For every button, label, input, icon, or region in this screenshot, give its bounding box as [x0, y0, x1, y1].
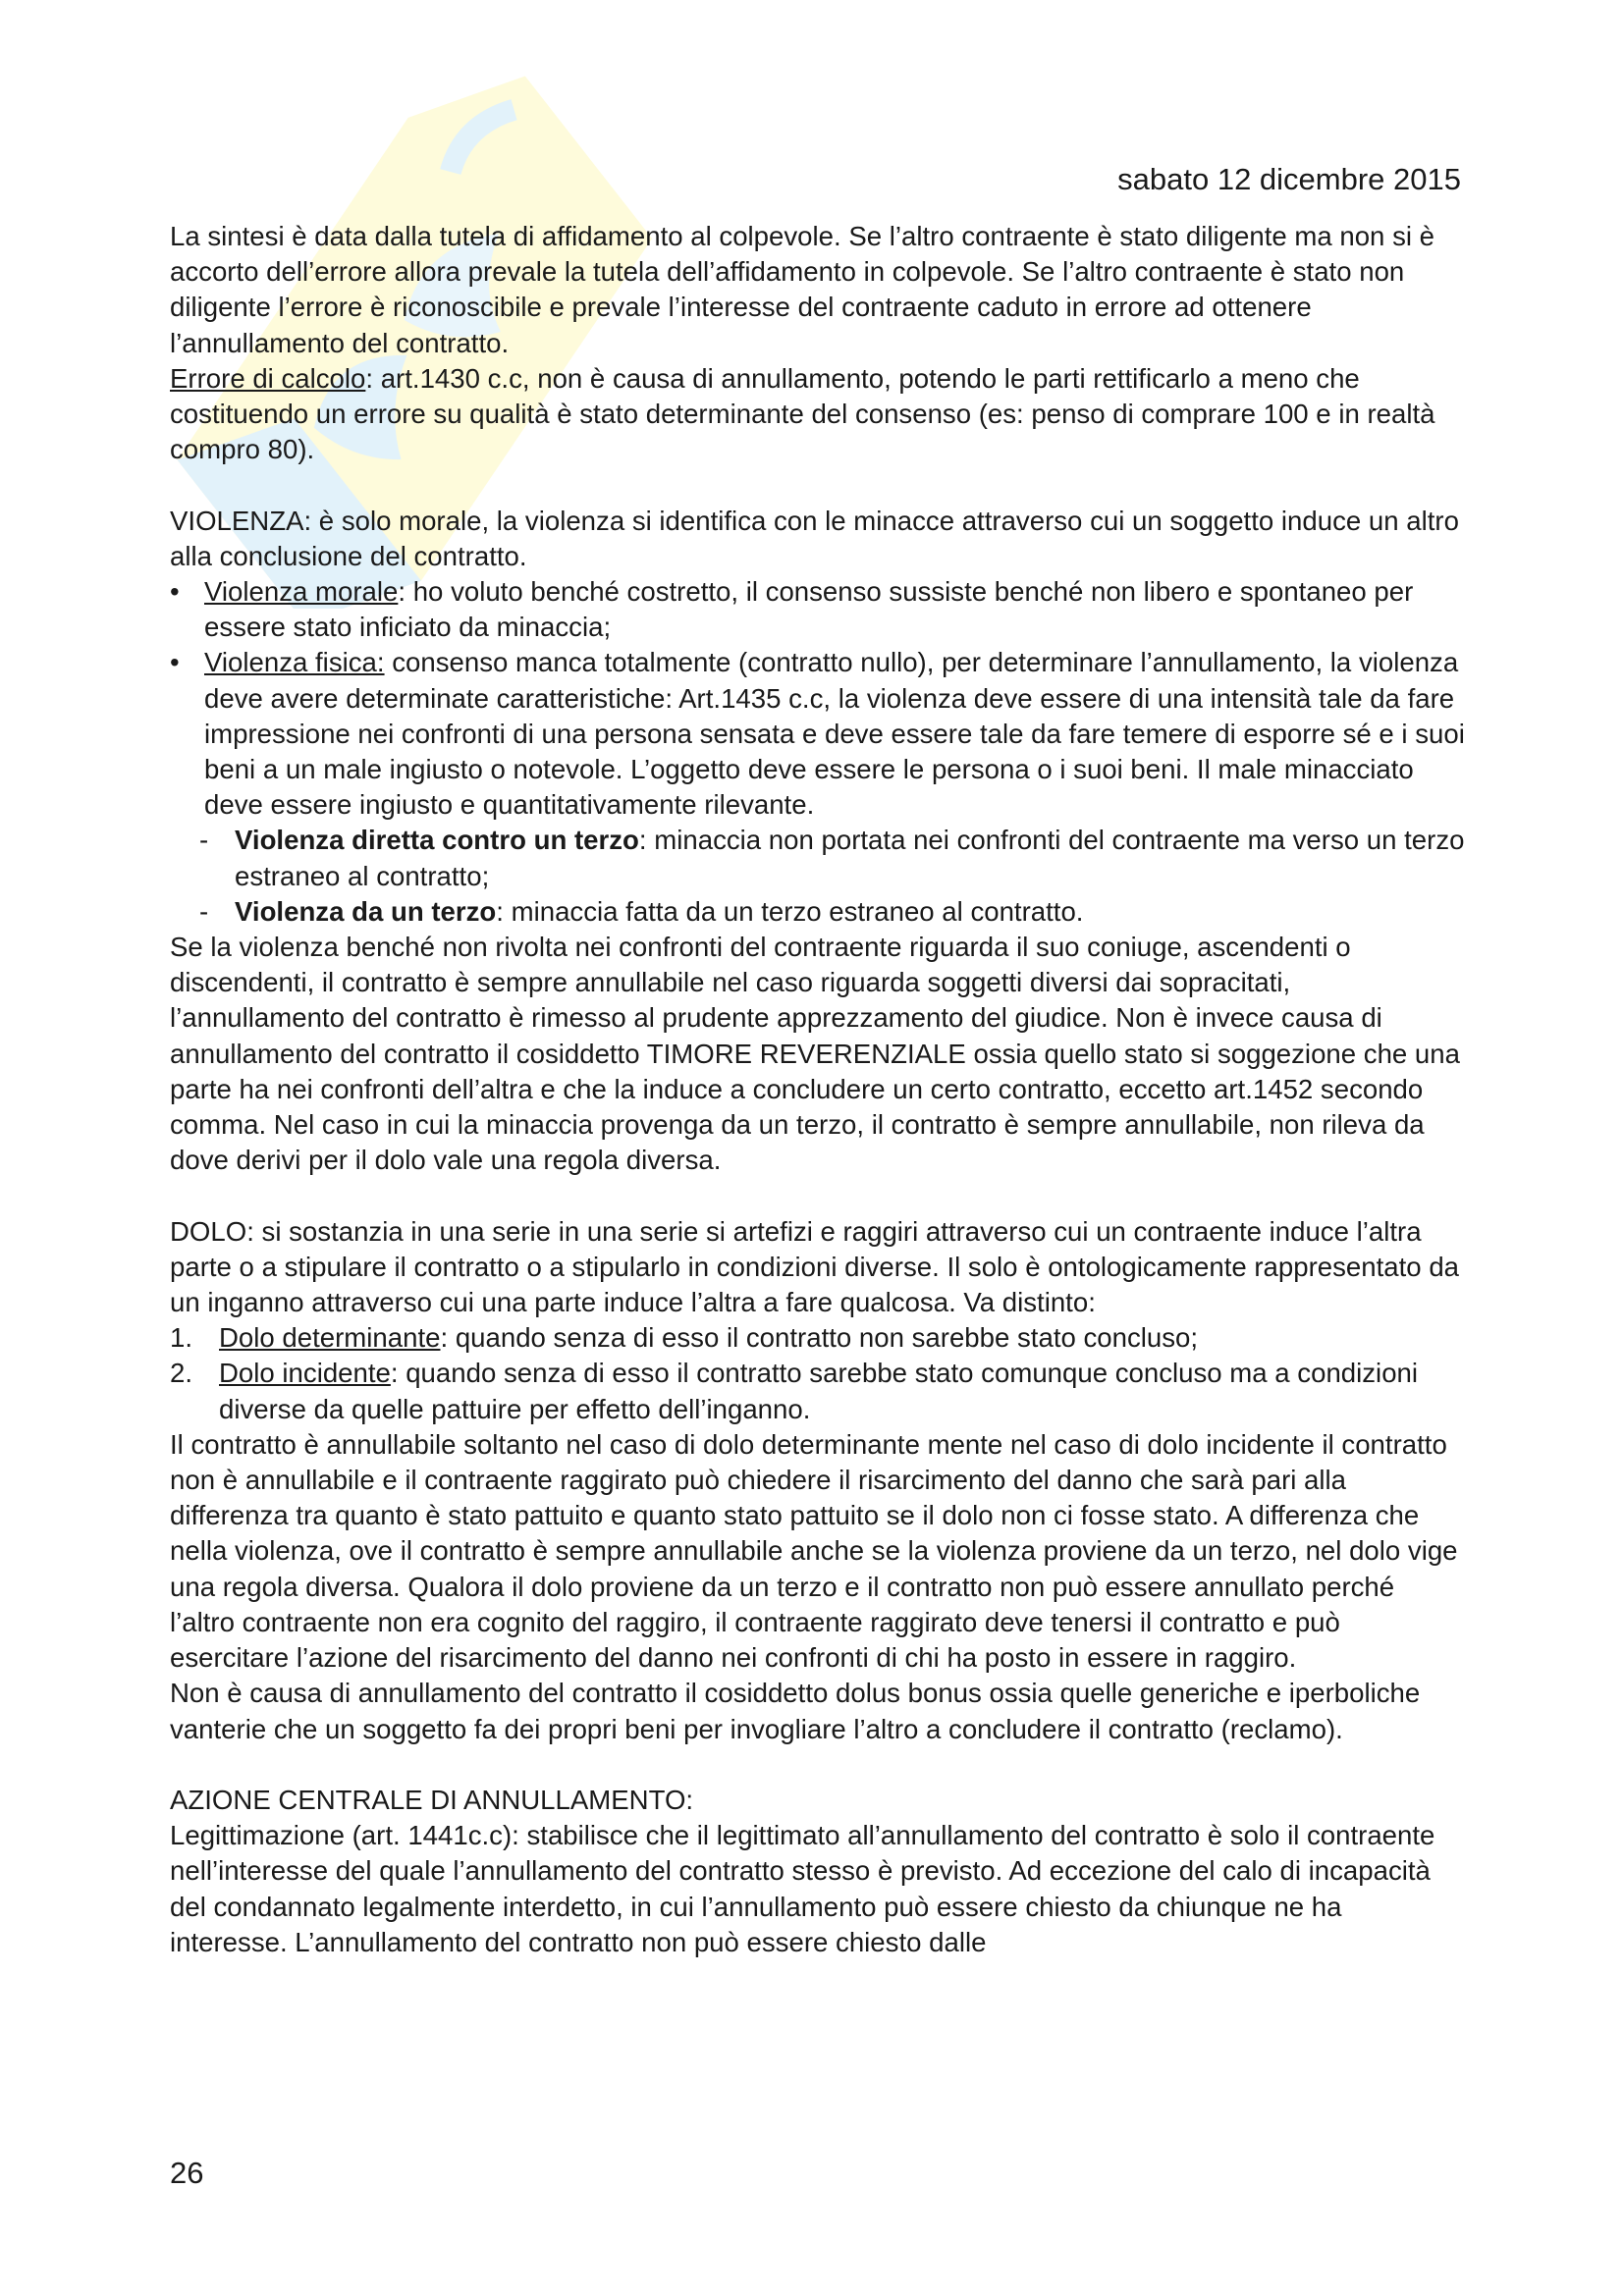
term-dolo-determinante: Dolo determinante: [219, 1322, 441, 1354]
numbered-item-dolo-incidente: [170, 1356, 1466, 1426]
bullet-icon: •: [170, 647, 180, 678]
list-number: 2.: [170, 1358, 193, 1389]
dolo-paragraph: Il contratto è annullabile soltanto nel caso di dolo determinante mente nel caso di dolo incidente il contratto non è annullabile e il contraente raggirato può chiedere il risarcimento del danno che sarà pari alla differenza tra quanto è stato pattuito e quanto stato pattuito se il dolo non ci fosse stato. A differenza che nella violenza, ove il contratto è sempre annullabile anche se la violenza proviene da un terzo, nel dolo vige una regola diversa. Qualora il dolo proviene da un terzo e il contratto non può essere annullato perché l’altro contraente non era cognito del raggiro, il contraente raggirato deve tenersi il contratto e può esercitare l’azione del risarcimento del danno nei confronti di chi ha posto in essere in raggiro.: [170, 1428, 1458, 1674]
dash-description: : minaccia non portata nei confronti del contraente ma verso un terzo estraneo al contratto;: [235, 825, 1465, 891]
dash-icon: -: [199, 895, 209, 927]
violenza-intro: VIOLENZA: è solo morale, la violenza si identifica con le minacce attraverso cui un soggetto induce un altro alla conclusione del contratto.: [170, 505, 1459, 571]
spacer: [170, 467, 1466, 503]
list-number: 1.: [170, 1322, 193, 1354]
term-violenza-morale: Violenza morale: [204, 576, 399, 608]
bullet-icon: •: [170, 576, 180, 608]
dolo-intro: DOLO: si sostanzia in una serie in una serie si artefizi e raggiri attraverso cui un contraente induce l’altra parte o a stipulare il contratto o a stipularlo in condizioni diverse. Il solo è ontologicamente rappresentato da un inganno attraverso cui una parte induce l’altra a fare qualcosa. Va distinto:: [170, 1215, 1460, 1318]
list-description: : quando senza di esso il contratto sarebbe stato comunque concluso ma a condizioni diverse da quelle pattuire per effetto dell’inganno.: [219, 1358, 1419, 1424]
term-errore-calcolo: Errore di calcolo: [170, 362, 366, 394]
list-text: [219, 1356, 1466, 1426]
paragraph-errore-calcolo: [170, 361, 1466, 468]
bullet-text: [204, 645, 1466, 823]
dash-text: [235, 823, 1466, 893]
list-description: : quando senza di esso il contratto non sarebbe stato concluso;: [440, 1322, 1199, 1354]
paragraph-text: : art.1430 c.c, non è causa di annullamento, potendo le parti rettificarlo a meno che costituendo un errore su qualità è stato determinante del consenso (es: penso di comprare 100 e in realtà compro 80).: [170, 362, 1435, 465]
bullet-item-violenza-fisica: [170, 645, 1466, 823]
term-violenza-terzo: Violenza diretta contro un terzo: [235, 825, 639, 856]
dolo-bonus-paragraph: Non è causa di annullamento del contratto il cosiddetto dolus bonus ossia quelle generiche e iperboliche vanterie che un soggetto fa dei propri beni per invogliare l’altro a concludere il contratto (reclamo).: [170, 1678, 1421, 1744]
document-body: [170, 219, 1466, 1960]
bullet-description: consenso manca totalmente (contratto nullo), per determinare l’annullamento, la violenza deve avere determinate caratteristiche: Art.1435 c.c, la violenza deve essere di una intensità tale da fare impressione nei confronti di una persona sensata e deve essere tale da fare temere di esporre sé e i suoi beni a un male ingiusto o notevole. L’oggetto deve essere le persona o i suoi beni. Il male minacciato deve essere ingiusto e quantitativamente rilevante.: [204, 647, 1465, 821]
term-violenza-da-terzo: Violenza da un terzo: [235, 895, 497, 927]
bullet-description: : ho voluto benché costretto, il consenso sussiste benché non libero e spontaneo per essere stato inficiato da minaccia;: [204, 576, 1414, 643]
numbered-item-dolo-determinante: [170, 1320, 1466, 1356]
dash-description: : minaccia fatta da un terzo estraneo al contratto.: [496, 895, 1084, 927]
dash-icon: -: [199, 825, 209, 856]
azione-paragraph: Legittimazione (art. 1441c.c): stabilisce che il legittimato all’annullamento del contratto è solo il contraente nell’interesse del quale l’annullamento del contratto stesso è previsto. Ad eccezione del calo di incapacità del condannato legalmente interdetto, in cui l’annullamento può essere chiesto da chiunque ne ha interesse. L’annullamento del contratto non può essere chiesto dalle: [170, 1820, 1435, 1957]
dash-item-violenza-da-terzo: [170, 894, 1466, 930]
violenza-conclusion: Se la violenza benché non rivolta nei confronti del contraente riguarda il suo coniuge, ascendenti o discendenti, il contratto è sempre annullabile nel caso riguarda soggetti diversi dai sopracitati, l’annullamento del contratto è rimesso al prudente apprezzamento del giudice. Non è invece causa di annullamento del contratto il cosiddetto TIMORE REVERENZIALE ossia quello stato si soggezione che una parte ha nei confronti dell’altra e che la induce a concludere un certo contratto, eccetto art.1452 secondo comma. Nel caso in cui la minaccia provenga da un terzo, il contratto è sempre annullabile, non rileva da dove derivi per il dolo vale una regola diversa.: [170, 932, 1460, 1176]
list-text: [219, 1320, 1466, 1356]
page-date: sabato 12 dicembre 2015: [1117, 162, 1461, 196]
term-violenza-fisica: Violenza fisica:: [204, 647, 385, 678]
section-heading-azione: AZIONE CENTRALE DI ANNULLAMENTO:: [170, 1784, 694, 1815]
bullet-text: [204, 574, 1466, 645]
paragraph: La sintesi è data dalla tutela di affidamento al colpevole. Se l’altro contraente è stato diligente ma non si è accorto dell’errore allora prevale la tutela dell’affidamento in colpevole. Se l’altro contraente è stato non diligente l’errore è riconoscibile e prevale l’interesse del contraente caduto in errore ad ottenere l’annullamento del contratto.: [170, 221, 1435, 358]
page-number: 26: [170, 2156, 204, 2190]
bullet-item-violenza-morale: [170, 574, 1466, 645]
term-dolo-incidente: Dolo incidente: [219, 1358, 391, 1389]
dash-item-violenza-terzo: [170, 823, 1466, 893]
spacer: [170, 1747, 1466, 1783]
dash-text: [235, 894, 1466, 930]
spacer: [170, 1178, 1466, 1213]
